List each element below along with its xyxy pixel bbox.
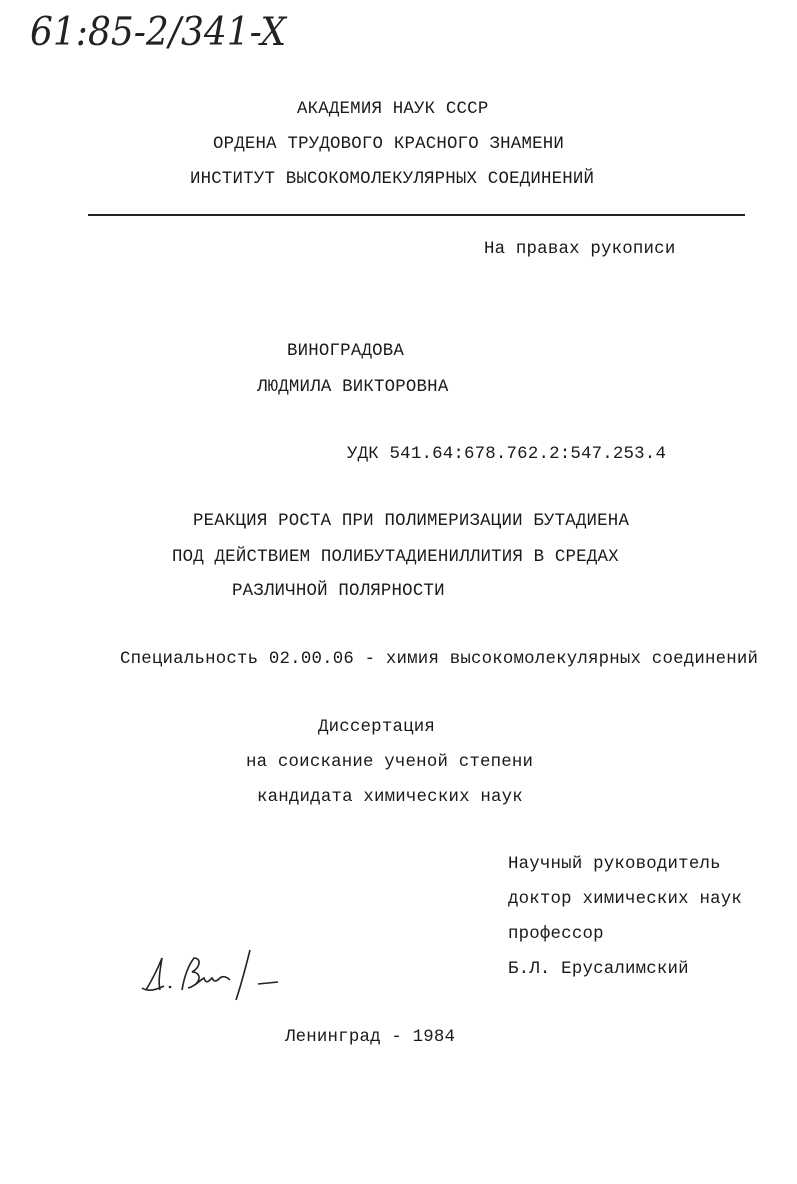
dissertation-line: Диссертация	[318, 718, 435, 737]
header-institute: ИНСТИТУТ ВЫСОКОМОЛЕКУЛЯРНЫХ СОЕДИНЕНИЙ	[190, 170, 595, 189]
dissertation-line: кандидата химических наук	[257, 788, 523, 807]
header-academy: АКАДЕМИЯ НАУК СССР	[297, 100, 489, 119]
author-given-name: ЛЮДМИЛА ВИКТОРОВНА	[257, 378, 449, 397]
supervisor-line: доктор химических наук	[508, 890, 742, 909]
title-line: РАЗЛИЧНОЙ ПОЛЯРНОСТИ	[232, 582, 445, 601]
supervisor-line: профессор	[508, 925, 604, 944]
author-surname: ВИНОГРАДОВА	[287, 342, 404, 361]
supervisor-name: Б.Л. Ерусалимский	[508, 960, 689, 979]
header-divider	[88, 214, 745, 216]
author-signature	[138, 940, 298, 1005]
handwritten-archive-code: 61:85-2/341-X	[30, 9, 287, 56]
supervisor-line: Научный руководитель	[508, 855, 721, 874]
specialty: Специальность 02.00.06 - химия высокомолекулярных соединений	[120, 650, 759, 669]
udc-code: УДК 541.64:678.762.2:547.253.4	[347, 445, 667, 464]
dissertation-line: на соискание ученой степени	[246, 753, 534, 772]
manuscript-note: На правах рукописи	[484, 240, 676, 259]
title-line: РЕАКЦИЯ РОСТА ПРИ ПОЛИМЕРИЗАЦИИ БУТАДИЕНА	[193, 512, 630, 531]
place-year: Ленинград - 1984	[285, 1028, 456, 1047]
title-line: ПОД ДЕЙСТВИЕМ ПОЛИБУТАДИЕНИЛЛИТИЯ В СРЕДАХ	[172, 548, 619, 567]
header-order: ОРДЕНА ТРУДОВОГО КРАСНОГО ЗНАМЕНИ	[213, 135, 564, 154]
